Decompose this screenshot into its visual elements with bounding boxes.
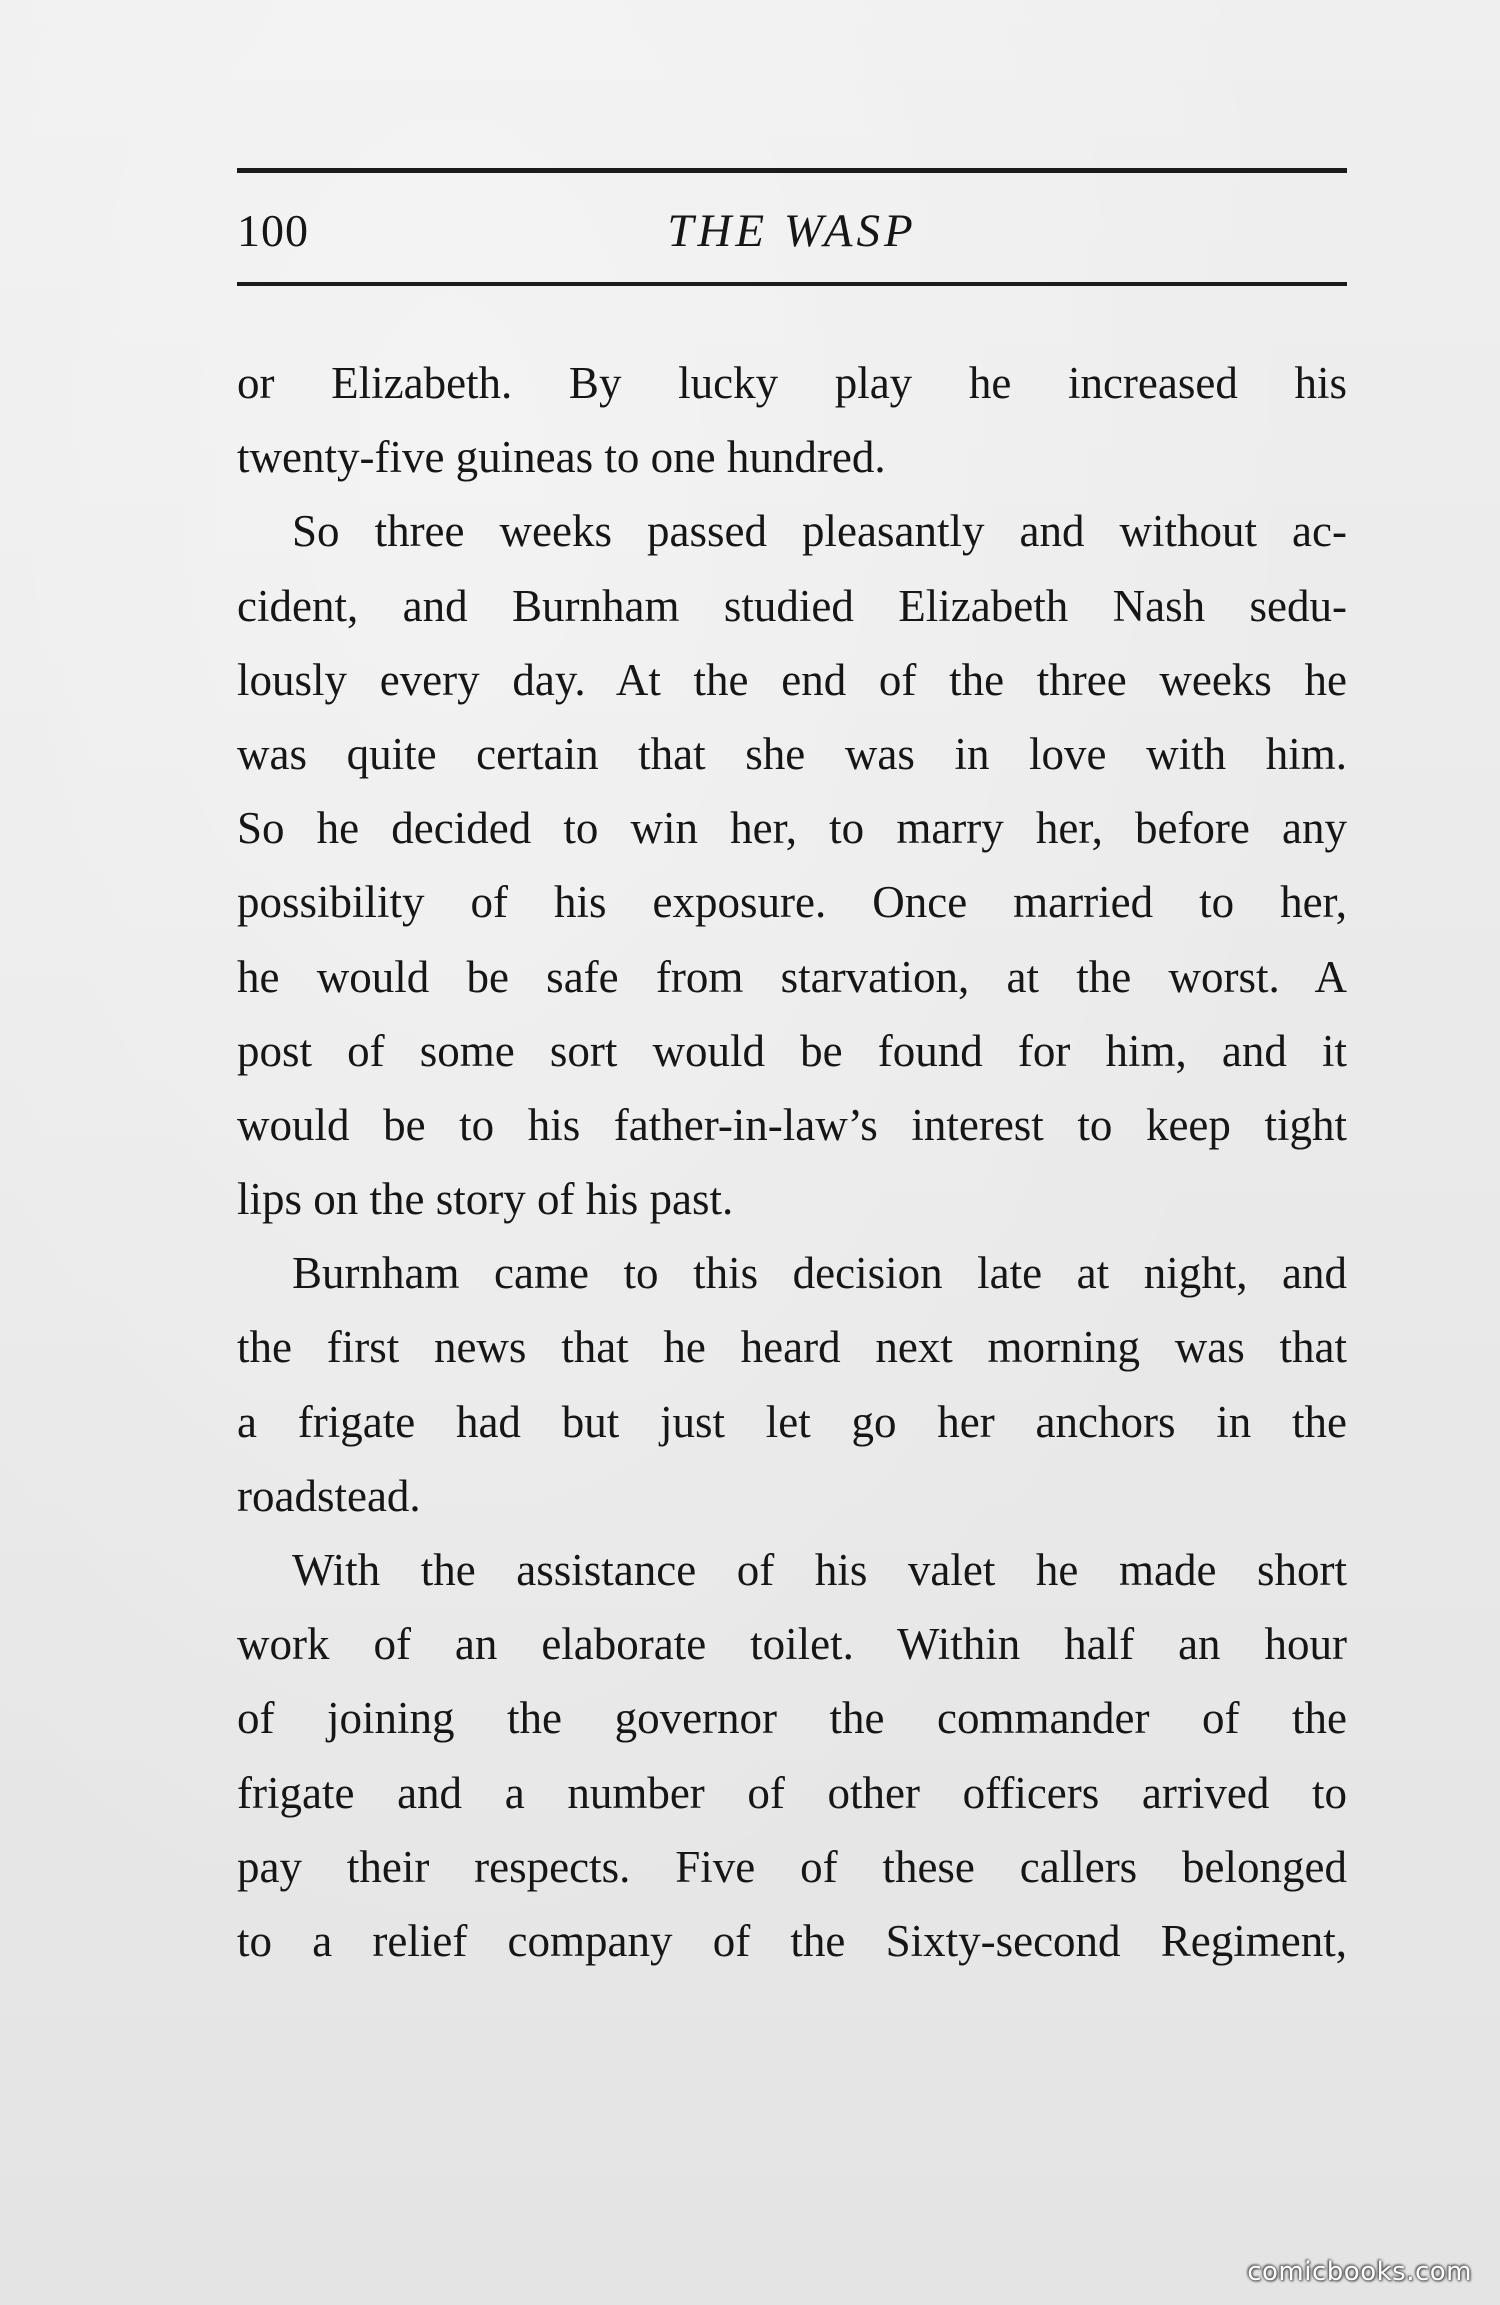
text-line: frigate and a number of other officers arrived to <box>237 1767 1347 1818</box>
text-line: of joining the governor the commander of the <box>237 1693 1347 1744</box>
paragraph-first-line: Burnham came to this decision late at night, and <box>292 1248 1347 1299</box>
text-line: post of some sort would be found for him, and it <box>237 1025 1347 1076</box>
text-line: to a relief company of the Sixty-second Regiment, <box>237 1915 1347 1966</box>
running-head-title: THE WASP <box>667 205 917 257</box>
text-line: or Elizabeth. By lucky play he increased his <box>237 358 1347 408</box>
text-line: possibility of his exposure. Once married to her, <box>237 877 1347 928</box>
text-line: was quite certain that she was in love with him. <box>237 728 1347 779</box>
header-rule-bottom <box>237 282 1347 286</box>
text-line: twenty-five guineas to one hundred. <box>237 432 886 483</box>
text-line: So he decided to win her, to marry her, before any <box>237 803 1347 854</box>
paragraph-first-line: With the assistance of his valet he made short <box>292 1545 1347 1595</box>
paragraph-first-line: So three weeks passed pleasantly and without ac- <box>292 506 1347 557</box>
watermark: comicbooks.com <box>1247 2257 1472 2287</box>
header-rule-top <box>237 168 1347 173</box>
body-text <box>237 346 1347 1978</box>
text-line: a frigate had but just let go her anchors in the <box>237 1396 1347 1447</box>
page-header <box>237 196 1347 266</box>
text-line: roadstead. <box>237 1470 421 1521</box>
text-line: pay their respects. Five of these callers belonged <box>237 1841 1347 1892</box>
text-line: he would be safe from starvation, at the worst. A <box>237 951 1347 1002</box>
page-number: 100 <box>237 205 309 256</box>
text-line: work of an elaborate toilet. Within half an hour <box>237 1619 1347 1670</box>
text-line: lously every day. At the end of the three weeks he <box>237 654 1347 705</box>
text-line: cident, and Burnham studied Elizabeth Nash sedu- <box>237 580 1347 631</box>
text-line: the first news that he heard next morning was that <box>237 1322 1347 1373</box>
text-line: lips on the story of his past. <box>237 1174 734 1225</box>
text-line: would be to his father-in-law’s interest to keep tight <box>237 1099 1347 1150</box>
